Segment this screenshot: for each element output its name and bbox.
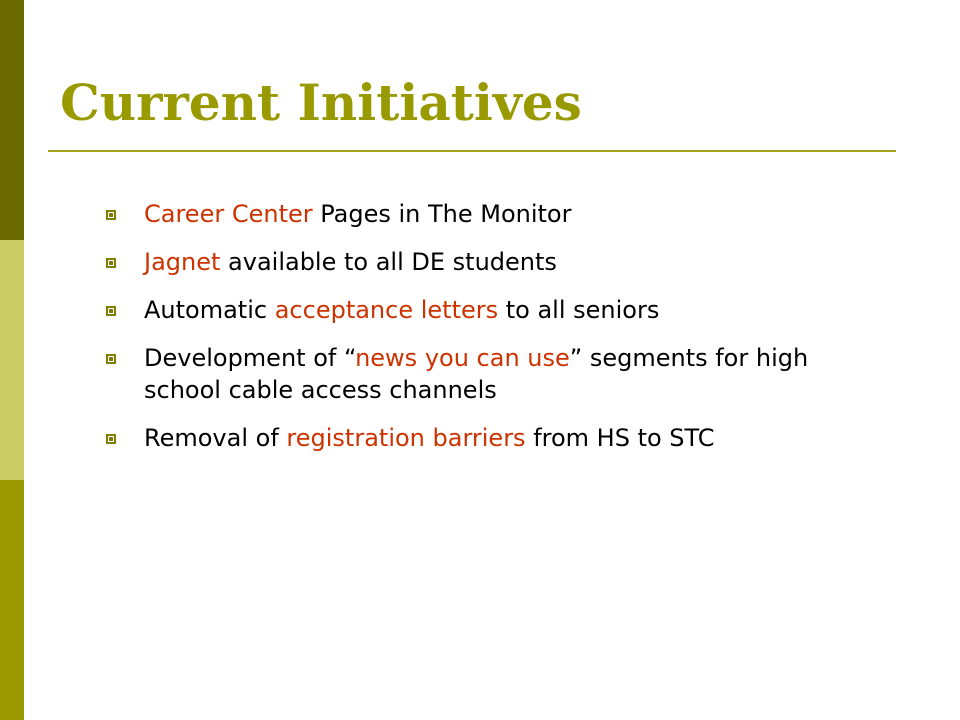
- bullet-text-segment: Development of “: [144, 344, 356, 372]
- bullet-text: [144, 424, 715, 452]
- highlighted-text: Jagnet: [144, 248, 221, 276]
- title-divider: [48, 150, 896, 152]
- square-bullet-icon: [106, 306, 116, 316]
- bullet-text-segment: available to all DE students: [220, 248, 557, 276]
- bullet-text-segment: to all seniors: [498, 296, 660, 324]
- square-bullet-icon: [106, 354, 116, 364]
- highlighted-text: registration barriers: [286, 424, 526, 452]
- sidebar-bar-bottom: [0, 480, 24, 720]
- bullet-text-segment: Removal of: [144, 424, 287, 452]
- sidebar-bar-middle: [0, 240, 24, 480]
- square-bullet-icon: [106, 258, 116, 268]
- square-bullet-icon: [106, 210, 116, 220]
- highlighted-text: news you can use: [355, 344, 570, 372]
- slide-title: Current Initiatives: [60, 73, 582, 132]
- bullet-item: [104, 246, 824, 278]
- sidebar-bar-top: [0, 0, 24, 240]
- bullet-item: [104, 294, 824, 326]
- highlighted-text: acceptance letters: [274, 296, 499, 324]
- square-bullet-icon: [106, 434, 116, 444]
- bullet-text: [144, 296, 659, 324]
- bullet-text: [144, 248, 557, 276]
- bullet-text-segment: from HS to STC: [525, 424, 715, 452]
- bullet-text: [144, 344, 808, 404]
- bullet-text-segment: ” segments for high school cable access channels: [144, 344, 809, 404]
- bullet-list: [104, 198, 824, 470]
- highlighted-text: Career Center: [144, 200, 313, 228]
- bullet-item: [104, 198, 824, 230]
- bullet-text-segment: Automatic: [144, 296, 275, 324]
- bullet-item: [104, 342, 824, 406]
- bullet-item: [104, 422, 824, 454]
- bullet-text-segment: Pages in The Monitor: [312, 200, 572, 228]
- bullet-text: [144, 200, 571, 228]
